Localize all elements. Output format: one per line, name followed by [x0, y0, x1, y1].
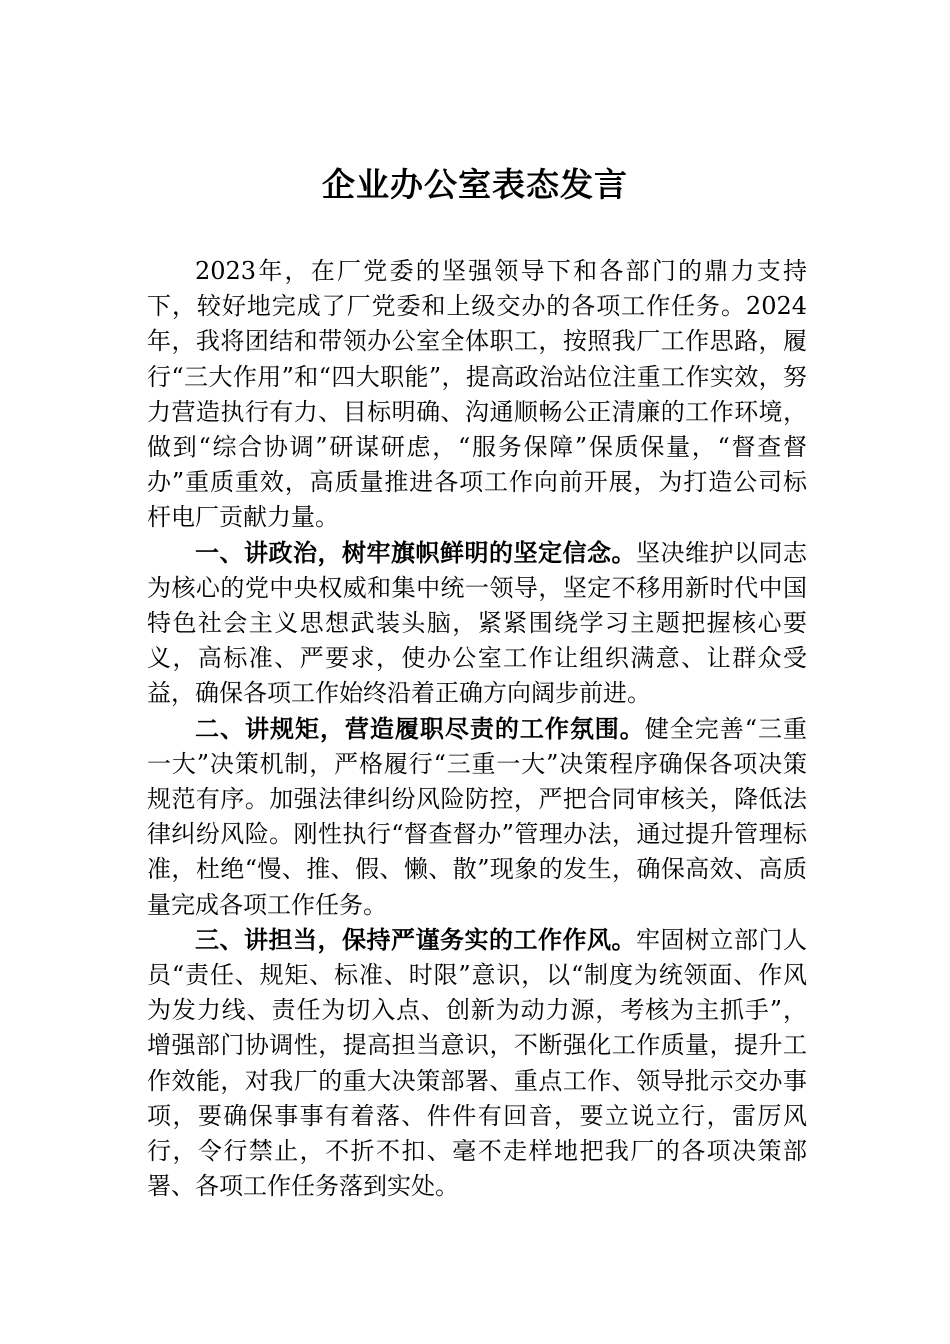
paragraph-section-1	[147, 536, 807, 712]
paragraph-intro	[147, 254, 807, 536]
paragraph-text: 健全完善“三重一大”决策机制，严格履行“三重一大”决策程序确保各项决策规范有序。加强法律纠纷风险防控，严把合同审核关，降低法律纠纷风险。刚性执行“督查督办”管理办法，通过提升管理标准，杜绝“慢、推、假、懒、散”现象的发生，确保高效、高质量完成各项工作任务。	[147, 714, 807, 919]
section-heading: 三、讲担当，保持严谨务实的工作作风。	[195, 925, 636, 954]
document-title: 企业办公室表态发言	[322, 165, 628, 204]
paragraph-section-2	[147, 712, 807, 923]
section-heading: 一、讲政治，树牢旗帜鲜明的坚定信念。	[195, 538, 636, 567]
section-heading: 二、讲规矩，营造履职尽责的工作氛围。	[195, 714, 645, 743]
document-body	[147, 254, 807, 1204]
paragraph-section-3	[147, 923, 807, 1205]
paragraph-text: 2023年，在厂党委的坚强领导下和各部门的鼎力支持下，较好地完成了厂党委和上级交办的各项工作任务。2024年，我将团结和带领办公室全体职工，按照我厂工作思路，履行“三大作用”和“四大职能”，提高政治站位注重工作实效，努力营造执行有力、目标明确、沟通顺畅公正清廉的工作环境，做到“综合协调”研谋研虑，“服务保障”保质保量，“督查督办”重质重效，高质量推进各项工作向前开展，为打造公司标杆电厂贡献力量。	[147, 257, 807, 532]
paragraph-text: 坚决维护以同志为核心的党中央权威和集中统一领导，坚定不移用新时代中国特色社会主义思想武装头脑，紧紧围绕学习主题把握核心要义，高标准、严要求，使办公室工作让组织满意、让群众受益，确保各项工作始终沿着正确方向阔步前进。	[147, 538, 807, 708]
paragraph-text: 牢固树立部门人员“责任、规矩、标准、时限”意识，以“制度为统领面、作风为发力线、责任为切入点、创新为动力源，考核为主抓手”，增强部门协调性，提高担当意识，不断强化工作质量，提升工作效能，对我厂的重大决策部署、重点工作、领导批示交办事项，要确保事事有着落、件件有回音，要立说立行，雷厉风行，令行禁止，不折不扣、毫不走样地把我厂的各项决策部署、各项工作任务落到实处。	[147, 925, 807, 1201]
